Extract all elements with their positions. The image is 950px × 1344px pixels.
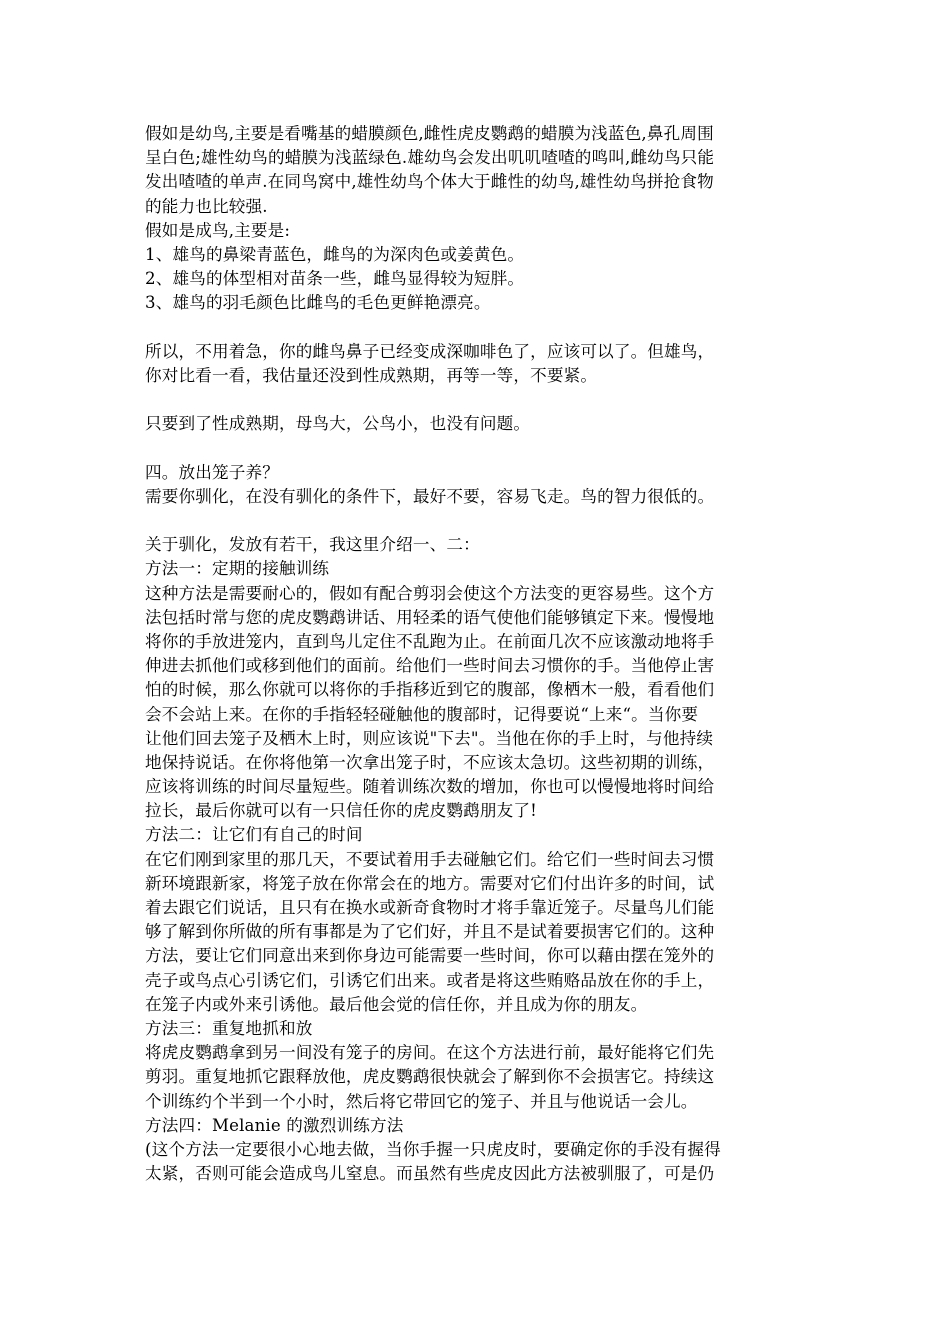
text-line: 新环境跟新家，将笼子放在你常会在的地方。需要对它们付出许多的时间，试 (145, 873, 715, 893)
text-line: 在笼子内或外来引诱他。最后他会觉的信任你，并且成为你的朋友。 (145, 994, 648, 1014)
list-item: 3、雄鸟的羽毛颜色比雌鸟的毛色更鲜艳漂亮。 (145, 293, 491, 313)
blank-line (145, 388, 805, 412)
text-line: 关于驯化，发放有若干，我这里介绍一、二： (145, 535, 480, 555)
text-line: (这个方法一定要很小心地去做，当你手握一只虎皮时，要确定你的手没有握得 (145, 1139, 721, 1159)
text-line: 伸进去抓他们或移到他们的面前。给他们一些时间去习惯你的手。当他停止害 (145, 656, 715, 676)
text-line: 个训练约个半到一个小时，然后将它带回它的笼子、并且与他说话一会儿。 (145, 1091, 698, 1111)
text-line: 将虎皮鹦鹉拿到另一间没有笼子的房间。在这个方法进行前，最好能将它们先 (145, 1043, 715, 1063)
method-heading: 方法二：让它们有自己的时间 (145, 825, 363, 845)
document-body (145, 122, 805, 1186)
text-line: 呈白色;雄性幼鸟的蜡膜为浅蓝绿色.雄幼鸟会发出叽叽喳喳的鸣叫,雌幼鸟只能 (145, 148, 715, 168)
text-line: 将你的手放进笼内，直到鸟儿定住不乱跑为止。在前面几次不应该激动地将手 (145, 631, 715, 651)
text-line: 怕的时候，那么你就可以将你的手指移近到它的腹部，像栖木一般，看看他们 (145, 680, 715, 700)
method-heading: 方法四：Melanie 的激烈训练方法 (145, 1115, 404, 1135)
text-line: 应该将训练的时间尽量短些。随着训练次数的增加，你也可以慢慢地将时间给 (145, 777, 715, 797)
text-line: 在它们刚到家里的那几天，不要试着用手去碰触它们。给它们一些时间去习惯 (145, 849, 715, 869)
text-line: 这种方法是需要耐心的，假如有配合剪羽会使这个方法变的更容易些。这个方 (145, 583, 715, 603)
text-line: 够了解到你所做的所有事都是为了它们好，并且不是试着要损害它们的。这种 (145, 922, 715, 942)
text-line: 剪羽。重复地抓它跟释放他，虎皮鹦鹉很快就会了解到你不会损害它。持续这 (145, 1067, 715, 1087)
text-line: 拉长，最后你就可以有一只信任你的虎皮鹦鹉朋友了! (145, 801, 537, 821)
text-line: 只要到了性成熟期，母鸟大，公鸟小，也没有问题。 (145, 414, 531, 434)
blank-line (145, 509, 805, 533)
text-line: 需要你驯化，在没有驯化的条件下，最好不要，容易飞走。鸟的智力很低的。 (145, 486, 715, 506)
text-line: 会不会站上来。在你的手指轻轻碰触他的腹部时，记得要说“上来“。当你要 (145, 704, 699, 724)
text-line: 发出喳喳的单声.在同鸟窝中,雄性幼鸟个体大于雌性的幼鸟,雄性幼鸟拼抢食物 (145, 172, 714, 192)
text-line: 所以，不用着急，你的雌鸟鼻子已经变成深咖啡色了，应该可以了。但雄鸟， (145, 341, 715, 361)
text-line: 你对比看一看，我估量还没到性成熟期，再等一等，不要紧。 (145, 365, 598, 385)
section-heading: 四。放出笼子养？ (145, 462, 279, 482)
text-line: 假如是成鸟,主要是: (145, 220, 291, 240)
method-heading: 方法三：重复地抓和放 (145, 1018, 313, 1038)
text-line: 法包括时常与您的虎皮鹦鹉讲话、用轻柔的语气使他们能够镇定下来。慢慢地 (145, 607, 715, 627)
method-heading: 方法一：定期的接触训练 (145, 559, 330, 579)
blank-line (145, 436, 805, 460)
text-line: 让他们回去笼子及栖木上时，则应该说"下去"。当他在你的手上时，与他持续 (145, 728, 714, 748)
text-line: 太紧，否则可能会造成鸟儿窒息。而虽然有些虎皮因此方法被驯服了，可是仍 (145, 1164, 715, 1184)
text-line: 假如是幼鸟,主要是看嘴基的蜡膜颜色,雌性虎皮鹦鹉的蜡膜为浅蓝色,鼻孔周围 (145, 124, 714, 143)
text-line: 着去跟它们说话，且只有在换水或新奇食物时才将手靠近笼子。尽量鸟儿们能 (145, 898, 715, 917)
text-line: 方法，要让它们同意出来到你身边可能需要一些时间，你可以藉由摆在笼外的 (145, 946, 715, 966)
text-line: 的能力也比较强. (145, 196, 268, 216)
list-item: 2、雄鸟的体型相对苗条一些，雌鸟显得较为短胖。 (145, 269, 525, 289)
text-line: 地保持说话。在你将他第一次拿出笼子时，不应该太急切。这些初期的训练， (145, 752, 715, 772)
blank-line (145, 316, 805, 340)
text-line: 壳子或鸟点心引诱它们，引诱它们出来。或者是将这些贿赂品放在你的手上， (145, 970, 715, 990)
list-item: 1、雄鸟的鼻梁青蓝色，雌鸟的为深肉色或姜黄色。 (145, 244, 525, 264)
